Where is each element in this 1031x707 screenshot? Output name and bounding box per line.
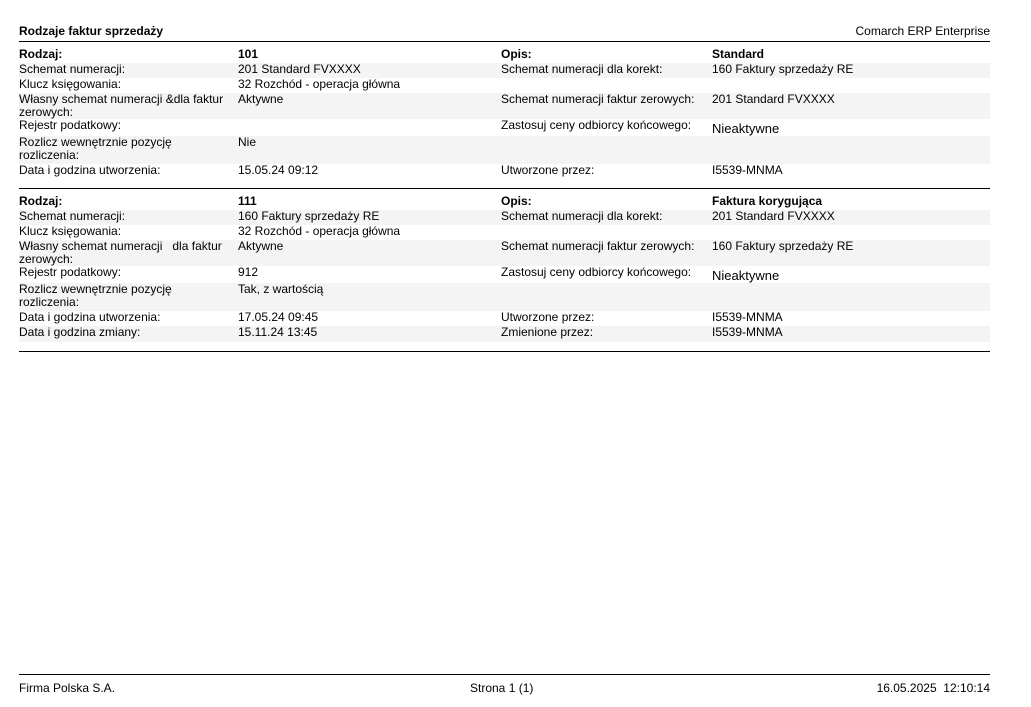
- data-utworzenia-value: 15.05.24 09:12: [238, 163, 319, 177]
- zmienione-label: Zmienione przez:: [501, 325, 594, 339]
- rejestr-value: 912: [238, 265, 259, 279]
- schemat-label: Schemat numeracji:: [19, 209, 126, 223]
- data-utworzenia-label: Data i godzina utworzenia:: [19, 310, 161, 324]
- data-zmiany-row: [19, 326, 990, 342]
- schemat-zerowych-value: 201 Standard FVXXXX: [712, 92, 835, 106]
- data-utworzenia-label: Data i godzina utworzenia:: [19, 163, 161, 177]
- app-name: Comarch ERP Enterprise: [855, 24, 990, 38]
- data-zmiany-label: Data i godzina zmiany:: [19, 325, 141, 339]
- klucz-value: 32 Rozchód - operacja główna: [238, 77, 401, 91]
- data-zmiany-value: 15.11.24 13:45: [238, 325, 318, 339]
- schemat-value: 160 Faktury sprzedaży RE: [238, 209, 380, 223]
- utworzone-value: I5539-MNMA: [712, 163, 783, 177]
- wlasny-label: Własny schemat numeracji dla faktur zerowych:: [19, 239, 226, 266]
- rejestr-row: [19, 119, 990, 136]
- wlasny-row: [19, 93, 990, 119]
- schemat-zerowych-label: Schemat numeracji faktur zerowych:: [501, 92, 695, 106]
- report-footer: [19, 674, 990, 695]
- opis-label: Opis:: [501, 194, 532, 208]
- rozlicz-row: [19, 136, 990, 164]
- rodzaj-value: 111: [238, 194, 257, 208]
- opis-label: Opis:: [501, 47, 532, 61]
- rodzaj-value: 101: [238, 47, 259, 61]
- schemat-zerowych-label: Schemat numeracji faktur zerowych:: [501, 239, 695, 253]
- schemat-korekt-label: Schemat numeracji dla korekt:: [501, 62, 663, 76]
- utworzone-value: I5539-MNMA: [712, 310, 783, 324]
- schemat-zerowych-value: 160 Faktury sprzedaży RE: [712, 239, 854, 253]
- rozlicz-label: Rozlicz wewnętrznie pozycję rozliczenia:: [19, 282, 172, 309]
- ceny-value: Nieaktywne: [712, 268, 780, 283]
- rodzaj-row: [19, 48, 990, 63]
- opis-value: Standard: [712, 47, 765, 61]
- ceny-label: Zastosuj ceny odbiorcy końcowego:: [501, 118, 692, 132]
- zmienione-value: I5539-MNMA: [712, 325, 783, 339]
- wlasny-row: [19, 240, 990, 266]
- footer-datetime: 16.05.2025 12:10:14: [876, 681, 990, 695]
- schemat-row: [19, 210, 990, 225]
- schemat-value: 201 Standard FVXXXX: [238, 62, 361, 76]
- schemat-label: Schemat numeracji:: [19, 62, 126, 76]
- rodzaj-label: Rodzaj:: [19, 194, 63, 208]
- schemat-korekt-value: 201 Standard FVXXXX: [712, 209, 835, 223]
- rodzaj-row: [19, 195, 990, 210]
- rozlicz-row: [19, 283, 990, 311]
- rozlicz-label: Rozlicz wewnętrznie pozycję rozliczenia:: [19, 135, 172, 162]
- klucz-label: Klucz księgowania:: [19, 77, 122, 91]
- data-utworzenia-row: [19, 164, 990, 180]
- invoice-type-record: [19, 195, 990, 352]
- utworzone-label: Utworzone przez:: [501, 310, 595, 324]
- schemat-korekt-label: Schemat numeracji dla korekt:: [501, 209, 663, 223]
- rejestr-row: [19, 266, 990, 283]
- klucz-row: [19, 225, 990, 240]
- rejestr-label: Rejestr podatkowy:: [19, 265, 122, 279]
- opis-value: Faktura korygująca: [712, 194, 823, 208]
- rejestr-label: Rejestr podatkowy:: [19, 118, 122, 132]
- report-header: [19, 22, 990, 42]
- rodzaj-label: Rodzaj:: [19, 47, 63, 61]
- data-utworzenia-row: [19, 311, 990, 326]
- wlasny-label: Własny schemat numeracji &dla faktur zerowych:: [19, 92, 224, 119]
- klucz-value: 32 Rozchód - operacja główna: [238, 224, 401, 238]
- utworzone-label: Utworzone przez:: [501, 163, 595, 177]
- klucz-label: Klucz księgowania:: [19, 224, 122, 238]
- invoice-type-record: [19, 48, 990, 189]
- schemat-korekt-value: 160 Faktury sprzedaży RE: [712, 62, 854, 76]
- wlasny-value: Aktywne: [238, 92, 284, 106]
- ceny-value: Nieaktywne: [712, 121, 780, 136]
- footer-company: Firma Polska S.A.: [19, 681, 116, 695]
- wlasny-value: Aktywne: [238, 239, 284, 253]
- ceny-label: Zastosuj ceny odbiorcy końcowego:: [501, 265, 692, 279]
- page-title: Rodzaje faktur sprzedaży: [19, 24, 164, 38]
- klucz-row: [19, 78, 990, 93]
- rozlicz-value: Tak, z wartością: [238, 282, 324, 296]
- footer-page-number: Strona 1 (1): [470, 681, 534, 695]
- data-utworzenia-value: 17.05.24 09:45: [238, 310, 319, 324]
- rozlicz-value: Nie: [238, 135, 257, 149]
- schemat-row: [19, 63, 990, 78]
